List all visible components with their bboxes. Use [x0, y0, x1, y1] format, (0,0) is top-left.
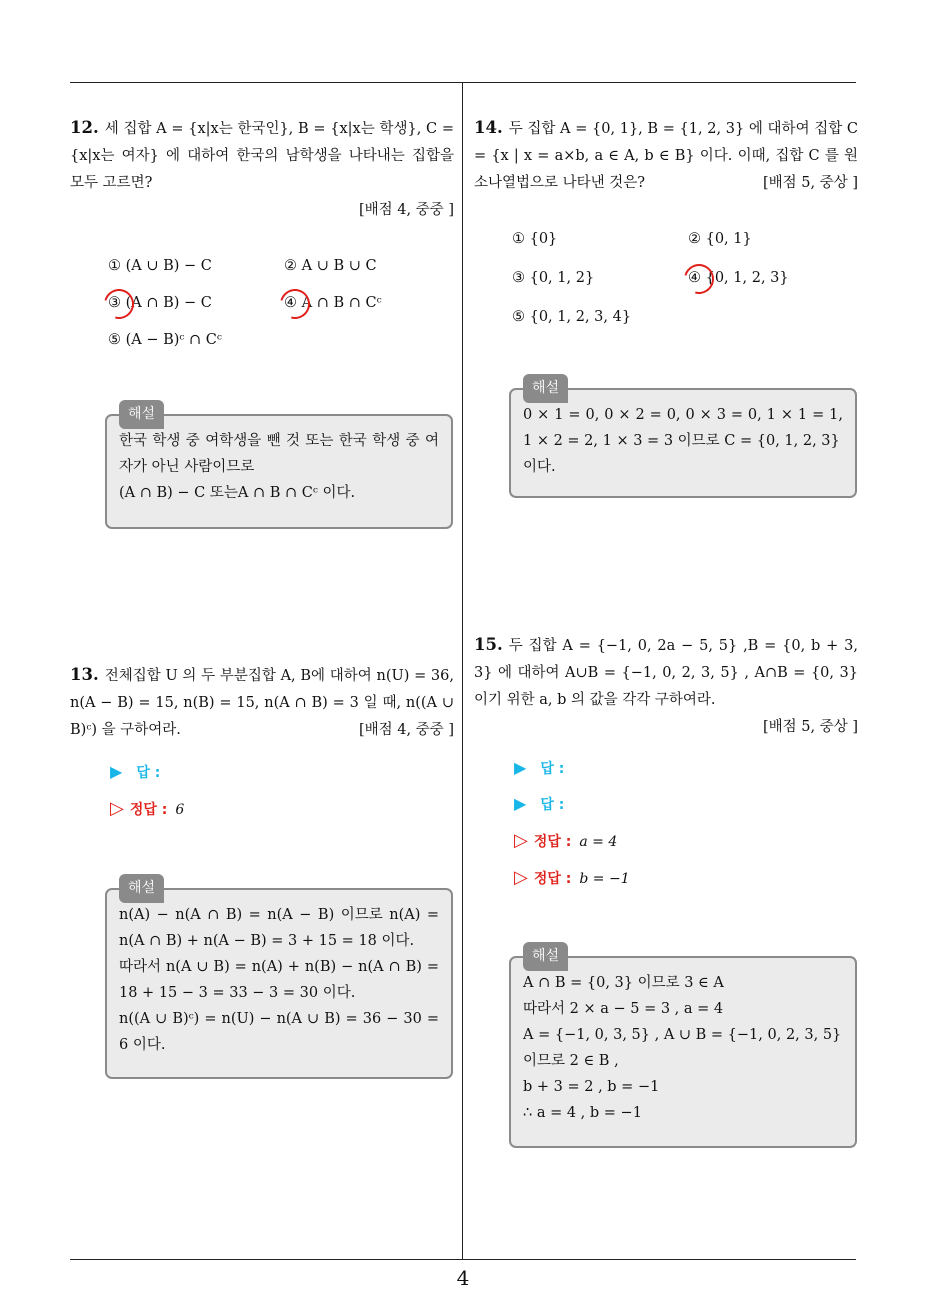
correct-answer: [110, 798, 184, 819]
explanation-line: 따라서 n(A ∪ B) = n(A) + n(B) − n(A ∩ B) = 18 + 15 − 3 = 33 − 3 = 30 이다.: [119, 959, 439, 1001]
explanation-line: 이므로 2 ∈ B ,: [523, 1053, 619, 1069]
answer-field-b[interactable]: [514, 794, 564, 814]
play-triangle-icon: ▶: [110, 762, 123, 781]
correct-answer-b: [514, 867, 630, 888]
explanation-tag: 해설: [119, 874, 164, 903]
answer-label: 답 :: [540, 797, 565, 813]
q12-explanation-box: [105, 406, 453, 529]
bottom-rule: [70, 1259, 856, 1260]
explanation-tag: 해설: [119, 400, 164, 429]
explanation-tag: 해설: [523, 374, 568, 403]
explanation-tag: 해설: [523, 942, 568, 971]
play-triangle-icon: ▶: [514, 758, 527, 777]
answer-label: 답 :: [540, 761, 565, 777]
choice-3[interactable]: ③ {0, 1, 2}: [512, 270, 595, 286]
question-points: [배점 4, 중중 ]: [358, 722, 454, 738]
question-stem: 두 집합 A = {−1, 0, 2a − 5, 5} ,B = {0, b + 3, 3} 에 대하여 A∪B = {−1, 0, 2, 3, 5} , A∩B = {0, 3} 이기 위한 a, b 의 값을 각각 구하여라.: [474, 638, 858, 708]
correct-value: 6: [175, 802, 185, 818]
column-divider: [462, 82, 463, 1260]
explanation-line: 한국 학생 중 여학생을 뺀 것 또는 한국 학생 중 여자가 아닌 사람이므로: [119, 433, 439, 475]
explanation-line: n((A ∪ B)ᶜ) = n(U) − n(A ∪ B) = 36 − 30 = 6 이다.: [119, 1011, 439, 1053]
question-number: 15.: [474, 635, 503, 654]
choice-5[interactable]: ⑤ {0, 1, 2, 3, 4}: [512, 309, 632, 325]
question-points: [배점 5, 중상 ]: [762, 175, 858, 191]
question-points: [배점 4, 중중 ]: [358, 202, 454, 218]
question-points: [배점 5, 중상 ]: [762, 719, 858, 735]
choice-1[interactable]: ① {0}: [512, 231, 558, 247]
outline-triangle-icon: ▷: [514, 830, 528, 851]
play-triangle-icon: ▶: [514, 794, 527, 813]
question-14: [474, 114, 858, 197]
question-13: [70, 661, 454, 744]
choice-5[interactable]: ⑤ (A − B)ᶜ ∩ Cᶜ: [108, 332, 222, 348]
answer-field[interactable]: [110, 762, 160, 782]
outline-triangle-icon: ▷: [110, 798, 124, 819]
explanation-line: ∴ a = 4 , b = −1: [523, 1105, 642, 1121]
choice-2[interactable]: ② A ∪ B ∪ C: [284, 258, 377, 274]
question-number: 13.: [70, 665, 99, 684]
choice-2[interactable]: ② {0, 1}: [688, 231, 752, 247]
question-15-text: [474, 631, 858, 714]
correct-value: a = 4: [579, 834, 618, 850]
question-12: [70, 114, 454, 224]
explanation-line: A ∩ B = {0, 3} 이므로 3 ∈ A: [523, 975, 724, 991]
correct-label: 정답 :: [533, 834, 572, 850]
answer-label: 답 :: [136, 765, 161, 781]
explanation-line: 따라서 2 × a − 5 = 3 , a = 4: [523, 1001, 724, 1017]
answer-field-a[interactable]: [514, 758, 564, 778]
correct-value: b = −1: [579, 871, 630, 887]
correct-label: 정답 :: [129, 802, 168, 818]
correct-answer-a: [514, 830, 617, 851]
question-15: [474, 631, 858, 741]
question-stem: 두 집합 A = {0, 1}, B = {1, 2, 3} 에 대하여 집합 C = {x | x = a×b, a ∈ A, b ∈ B} 이다. 이때, 집합 C 를 원소나열법으로 나타낸 것은?: [474, 121, 858, 191]
choice-4[interactable]: ④ A ∩ B ∩ Cᶜ: [284, 295, 382, 311]
explanation-line: 0 × 1 = 0, 0 × 2 = 0, 0 × 3 = 0, 1 × 1 = 1, 1 × 2 = 2, 1 × 3 = 3 이므로 C = {0, 1, 2, 3}: [523, 407, 843, 449]
q14-explanation-box: [509, 380, 857, 498]
q13-explanation-box: [105, 880, 453, 1079]
page-number: 4: [456, 1266, 470, 1290]
q14-choices: [512, 220, 852, 340]
question-number: 12.: [70, 118, 99, 137]
question-stem: 세 집합 A = {x|x는 한국인}, B = {x|x는 학생}, C = {x|x는 여자} 에 대하여 한국의 남학생을 나타내는 집합을 모두 고르면?: [70, 121, 454, 191]
explanation-line: A = {−1, 0, 3, 5} , A ∪ B = {−1, 0, 2, 3, 5}: [523, 1027, 842, 1043]
outline-triangle-icon: ▷: [514, 867, 528, 888]
choice-3[interactable]: ③ (A ∩ B) − C: [108, 295, 212, 311]
q15-explanation-box: [509, 948, 857, 1148]
explanation-line: b + 3 = 2 , b = −1: [523, 1079, 660, 1095]
question-stem: 전체집합 U 의 두 부분집합 A, B에 대하여 n(U) = 36, n(A − B) = 15, n(B) = 15, n(A ∩ B) = 3 일 때, n((A ∪ B)ᶜ) 을 구하여라.: [70, 668, 454, 738]
explanation-line: n(A) − n(A ∩ B) = n(A − B) 이므로 n(A) = n(A ∩ B) + n(A − B) = 3 + 15 = 18 이다.: [119, 907, 439, 949]
explanation-line: (A ∩ B) − C 또는A ∩ B ∩ Cᶜ 이다.: [119, 485, 356, 501]
correct-label: 정답 :: [533, 871, 572, 887]
top-rule: [70, 82, 856, 83]
choice-1[interactable]: ① (A ∪ B) − C: [108, 258, 212, 274]
q12-choices: [108, 247, 448, 367]
question-number: 14.: [474, 118, 503, 137]
explanation-line: 이다.: [523, 459, 556, 475]
choice-4[interactable]: ④ {0, 1, 2, 3}: [688, 270, 789, 286]
question-12-text: [70, 114, 454, 197]
